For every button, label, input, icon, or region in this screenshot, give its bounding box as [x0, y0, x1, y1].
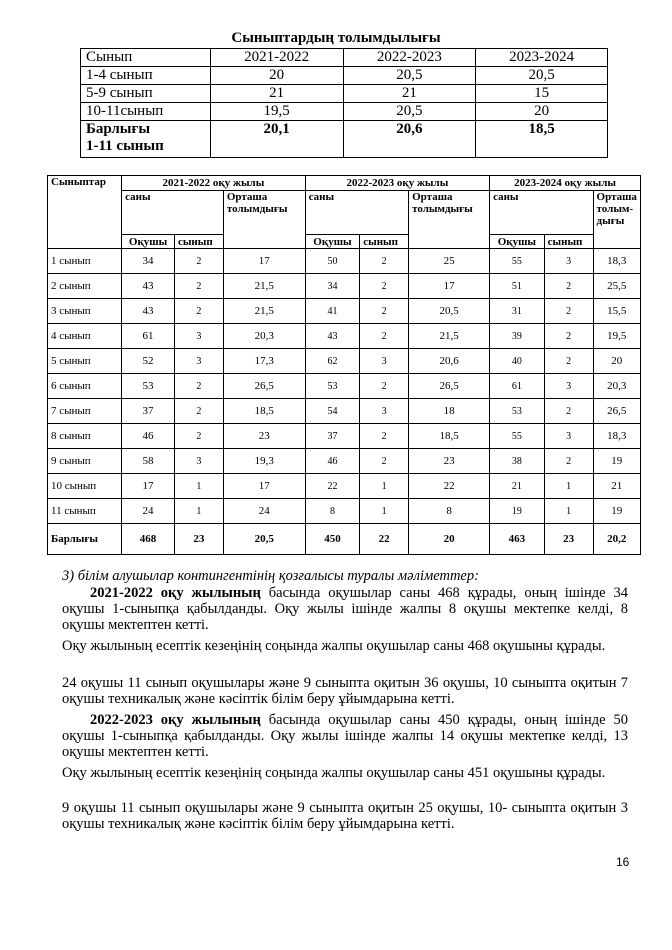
table-cell: 37	[305, 424, 360, 449]
table-cell: 54	[305, 399, 360, 424]
table-cell: 18,5	[476, 121, 608, 158]
table-cell: 21	[593, 474, 640, 499]
table-cell: 21,5	[223, 274, 305, 299]
table-cell: 20	[593, 349, 640, 374]
table-row	[48, 374, 641, 399]
table-cell: 22	[409, 474, 490, 499]
table-row	[48, 449, 641, 474]
table-cell: 61	[490, 374, 545, 399]
count-header: саны	[305, 191, 408, 235]
table-cell: 20,6	[343, 121, 476, 158]
table-cell: 20,5	[476, 67, 608, 85]
table1-header-cell: 2023-2024	[476, 49, 608, 67]
table-cell: 50	[305, 249, 360, 274]
table-cell: 20,3	[223, 324, 305, 349]
table-cell: 25,5	[593, 274, 640, 299]
table1-total-row	[81, 121, 608, 158]
table-row	[48, 424, 641, 449]
table-cell: 3	[544, 424, 593, 449]
table-row	[48, 349, 641, 374]
table-cell: 1	[174, 499, 223, 524]
table-row	[48, 274, 641, 299]
page-number: 16	[616, 855, 630, 869]
table-cell: 46	[122, 424, 175, 449]
table-cell: 43	[122, 274, 175, 299]
table-cell: 20,1	[210, 121, 343, 158]
year-header: 2023-2024 оқу жылы	[490, 176, 641, 191]
avg-header: Орташа толым-дығы	[593, 191, 640, 249]
table-cell: 17	[223, 249, 305, 274]
table-cell: 61	[122, 324, 175, 349]
table-cell: 10-11сынып	[81, 103, 211, 121]
table-cell: 15,5	[593, 299, 640, 324]
row-label: 1 сынып	[48, 249, 122, 274]
table-cell: 2	[360, 449, 409, 474]
paragraph-2022-2023	[62, 712, 628, 760]
row-label: 8 сынып	[48, 424, 122, 449]
row-label: 6 сынып	[48, 374, 122, 399]
table-cell: 2	[360, 374, 409, 399]
table-cell: 8	[305, 499, 360, 524]
table-cell: 19,5	[593, 324, 640, 349]
table1-title: Сыныптардың толымдылығы	[231, 30, 441, 46]
year-label: 2022-2023 оқу жылының	[90, 712, 261, 728]
year-header: 2021-2022 оқу жылы	[122, 176, 306, 191]
row-label: 5 сынып	[48, 349, 122, 374]
table-cell: 463	[490, 524, 545, 555]
table-row	[48, 324, 641, 349]
table-cell: 2	[544, 399, 593, 424]
table-row	[48, 299, 641, 324]
table-cell: 25	[409, 249, 490, 274]
table-cell: 34	[122, 249, 175, 274]
count-header: саны	[122, 191, 224, 235]
table-cell: 39	[490, 324, 545, 349]
table-cell: 18,3	[593, 249, 640, 274]
row-label: 7 сынып	[48, 399, 122, 424]
table-cell: 8	[409, 499, 490, 524]
table-cell: 21	[343, 85, 476, 103]
table-cell: 2	[360, 274, 409, 299]
table-cell: 3	[544, 249, 593, 274]
table-cell: 53	[305, 374, 360, 399]
table-cell: 19	[593, 499, 640, 524]
table-cell: 20,2	[593, 524, 640, 555]
table-cell: 55	[490, 249, 545, 274]
table-cell: Барлығы	[48, 524, 122, 555]
table1-header-cell: 2022-2023	[343, 49, 476, 67]
paragraph-2021-2022	[62, 585, 628, 633]
total-label-line2: 1-11 сынып	[86, 138, 164, 154]
table-cell: 3	[174, 449, 223, 474]
table-cell: 22	[305, 474, 360, 499]
table-cell: 1	[544, 474, 593, 499]
row-label: 2 сынып	[48, 274, 122, 299]
table-cell: 1	[360, 499, 409, 524]
table-cell: 2	[174, 399, 223, 424]
table-cell: 23	[409, 449, 490, 474]
total-label-line1: Барлығы	[86, 121, 151, 137]
table-cell: 20,5	[409, 299, 490, 324]
row-label: 11 сынып	[48, 499, 122, 524]
table-cell: 23	[544, 524, 593, 555]
table1-header-row	[81, 49, 608, 67]
table-cell: 46	[305, 449, 360, 474]
table1-header-cell: 2021-2022	[210, 49, 343, 67]
table-cell: 3	[174, 324, 223, 349]
table-cell: 2	[544, 349, 593, 374]
table-cell: 2	[360, 249, 409, 274]
table-row	[48, 249, 641, 274]
table-cell: 1	[360, 474, 409, 499]
table-cell: 1	[544, 499, 593, 524]
table-cell: 18,3	[593, 424, 640, 449]
table-cell: 2	[544, 324, 593, 349]
table-cell: 40	[490, 349, 545, 374]
table-cell: 24	[223, 499, 305, 524]
table-cell: 3	[360, 349, 409, 374]
class-detail-table	[47, 175, 641, 555]
table-cell: 21,5	[223, 299, 305, 324]
table-cell: 52	[122, 349, 175, 374]
table2-total-row	[48, 524, 641, 555]
table-cell: 37	[122, 399, 175, 424]
table-cell: 43	[305, 324, 360, 349]
class-fill-summary-table	[80, 48, 608, 158]
table-cell: 15	[476, 85, 608, 103]
table-cell: 38	[490, 449, 545, 474]
row-label: 10 сынып	[48, 474, 122, 499]
table-cell: 31	[490, 299, 545, 324]
table-cell: 450	[305, 524, 360, 555]
table-cell: 19,3	[223, 449, 305, 474]
table-cell: 18,5	[409, 424, 490, 449]
table-cell: 20,5	[223, 524, 305, 555]
table2-subheader-row	[48, 191, 641, 235]
table-cell: 26,5	[409, 374, 490, 399]
table-cell: 19	[490, 499, 545, 524]
table-cell: 17	[409, 274, 490, 299]
table-cell: 3	[174, 349, 223, 374]
table-cell: 468	[122, 524, 175, 555]
table-cell: 21	[210, 85, 343, 103]
table-cell: 17	[122, 474, 175, 499]
table2-year-header-row	[48, 176, 641, 191]
paragraph: 9 оқушы 11 сынып оқушылары және 9 сыныпта оқитын 25 оқушы, 10- сыныпта оқитын 3 оқушы техникалық және кәсіптік білім беру ұйымдарына кетті.	[62, 800, 628, 832]
paragraph: Оқу жылының есептік кезеңінің соңында жалпы оқушылар саны 468 оқушыны құрады.	[62, 638, 606, 654]
table-cell: 5-9 сынып	[81, 85, 211, 103]
table-cell: 43	[122, 299, 175, 324]
paragraph-text: басында оқушылар саны 468 құрады, оның ішінде 34 оқушы 1-сыныпқа қабылданды. Оқу жылы ішінде жалпы 8 оқушы мектепке келді, 8 оқушы мектептен кетті.	[62, 585, 628, 633]
table-cell: 2	[544, 449, 593, 474]
table-cell: 55	[490, 424, 545, 449]
table-cell: 18,5	[223, 399, 305, 424]
table-cell: 20,6	[409, 349, 490, 374]
table-cell: 2	[360, 299, 409, 324]
row-label: 9 сынып	[48, 449, 122, 474]
table-cell: 26,5	[593, 399, 640, 424]
table-cell: 20,3	[593, 374, 640, 399]
table-cell: 2	[174, 299, 223, 324]
avg-header: Орташа толымдығы	[409, 191, 490, 249]
count-header: саны	[490, 191, 593, 235]
table-cell: 24	[122, 499, 175, 524]
row-label: 4 сынып	[48, 324, 122, 349]
table-cell: 20	[409, 524, 490, 555]
table-cell: 53	[490, 399, 545, 424]
table1-total-label	[81, 121, 211, 158]
students-header: Оқушы	[305, 235, 360, 249]
table-cell: 1-4 сынып	[81, 67, 211, 85]
table-cell: 19	[593, 449, 640, 474]
paragraph: 24 оқушы 11 сынып оқушылары және 9 сыныпта оқитын 36 оқушы, 10 сыныпта оқитын 7 оқушы техникалық және кәсіптік білім беру ұйымдарына кетті.	[62, 675, 628, 707]
classes-header: сынып	[544, 235, 593, 249]
table1-header-cell: Сынып	[81, 49, 211, 67]
classes-header: сынып	[360, 235, 409, 249]
table-row	[48, 499, 641, 524]
table-cell: 2	[174, 249, 223, 274]
table2-body	[48, 249, 641, 524]
table-cell: 23	[223, 424, 305, 449]
section-heading: 3) білім алушылар контингентінің қозғалысы туралы мәліметтер:	[62, 568, 479, 584]
students-header: Оқушы	[490, 235, 545, 249]
table-cell: 2	[544, 299, 593, 324]
table-row	[48, 474, 641, 499]
table-cell: 21,5	[409, 324, 490, 349]
table-row	[48, 399, 641, 424]
table-cell: 17,3	[223, 349, 305, 374]
table-cell: 3	[360, 399, 409, 424]
table-cell: 1	[174, 474, 223, 499]
table-cell: 26,5	[223, 374, 305, 399]
table2-unit-header-row	[48, 235, 641, 249]
table-cell: 2	[360, 324, 409, 349]
students-header: Оқушы	[122, 235, 175, 249]
table-cell: 41	[305, 299, 360, 324]
avg-header: Орташа толымдығы	[223, 191, 305, 249]
table-cell: 2	[544, 274, 593, 299]
table2-classes-header: Сыныптар	[48, 176, 122, 249]
table-cell: 23	[174, 524, 223, 555]
table-cell: 20,5	[343, 67, 476, 85]
table-cell: 22	[360, 524, 409, 555]
table-row	[81, 103, 608, 121]
table-cell: 58	[122, 449, 175, 474]
table-cell: 2	[360, 424, 409, 449]
table-row	[81, 85, 608, 103]
table-cell: 19,5	[210, 103, 343, 121]
classes-header: сынып	[174, 235, 223, 249]
table-cell: 53	[122, 374, 175, 399]
table-cell: 2	[174, 274, 223, 299]
table-cell: 2	[174, 424, 223, 449]
table-cell: 34	[305, 274, 360, 299]
year-label: 2021-2022 оқу жылының	[90, 585, 261, 601]
table-row	[81, 67, 608, 85]
row-label: 3 сынып	[48, 299, 122, 324]
table-cell: 17	[223, 474, 305, 499]
paragraph: Оқу жылының есептік кезеңінің соңында жалпы оқушылар саны 451 оқушыны құрады.	[62, 765, 606, 781]
table-cell: 21	[490, 474, 545, 499]
table-cell: 18	[409, 399, 490, 424]
table-cell: 3	[544, 374, 593, 399]
table-cell: 2	[174, 374, 223, 399]
year-header: 2022-2023 оқу жылы	[305, 176, 489, 191]
table-cell: 51	[490, 274, 545, 299]
paragraph-text: басында оқушылар саны 450 құрады, оның ішінде 50 оқушы 1-сыныпқа қабылданды. Оқу жылы ішінде жалпы 14 оқушы мектепке келді, 13 оқушы мектептен кетті.	[62, 712, 628, 760]
table-cell: 20	[476, 103, 608, 121]
table-cell: 62	[305, 349, 360, 374]
table-cell: 20,5	[343, 103, 476, 121]
table-cell: 20	[210, 67, 343, 85]
